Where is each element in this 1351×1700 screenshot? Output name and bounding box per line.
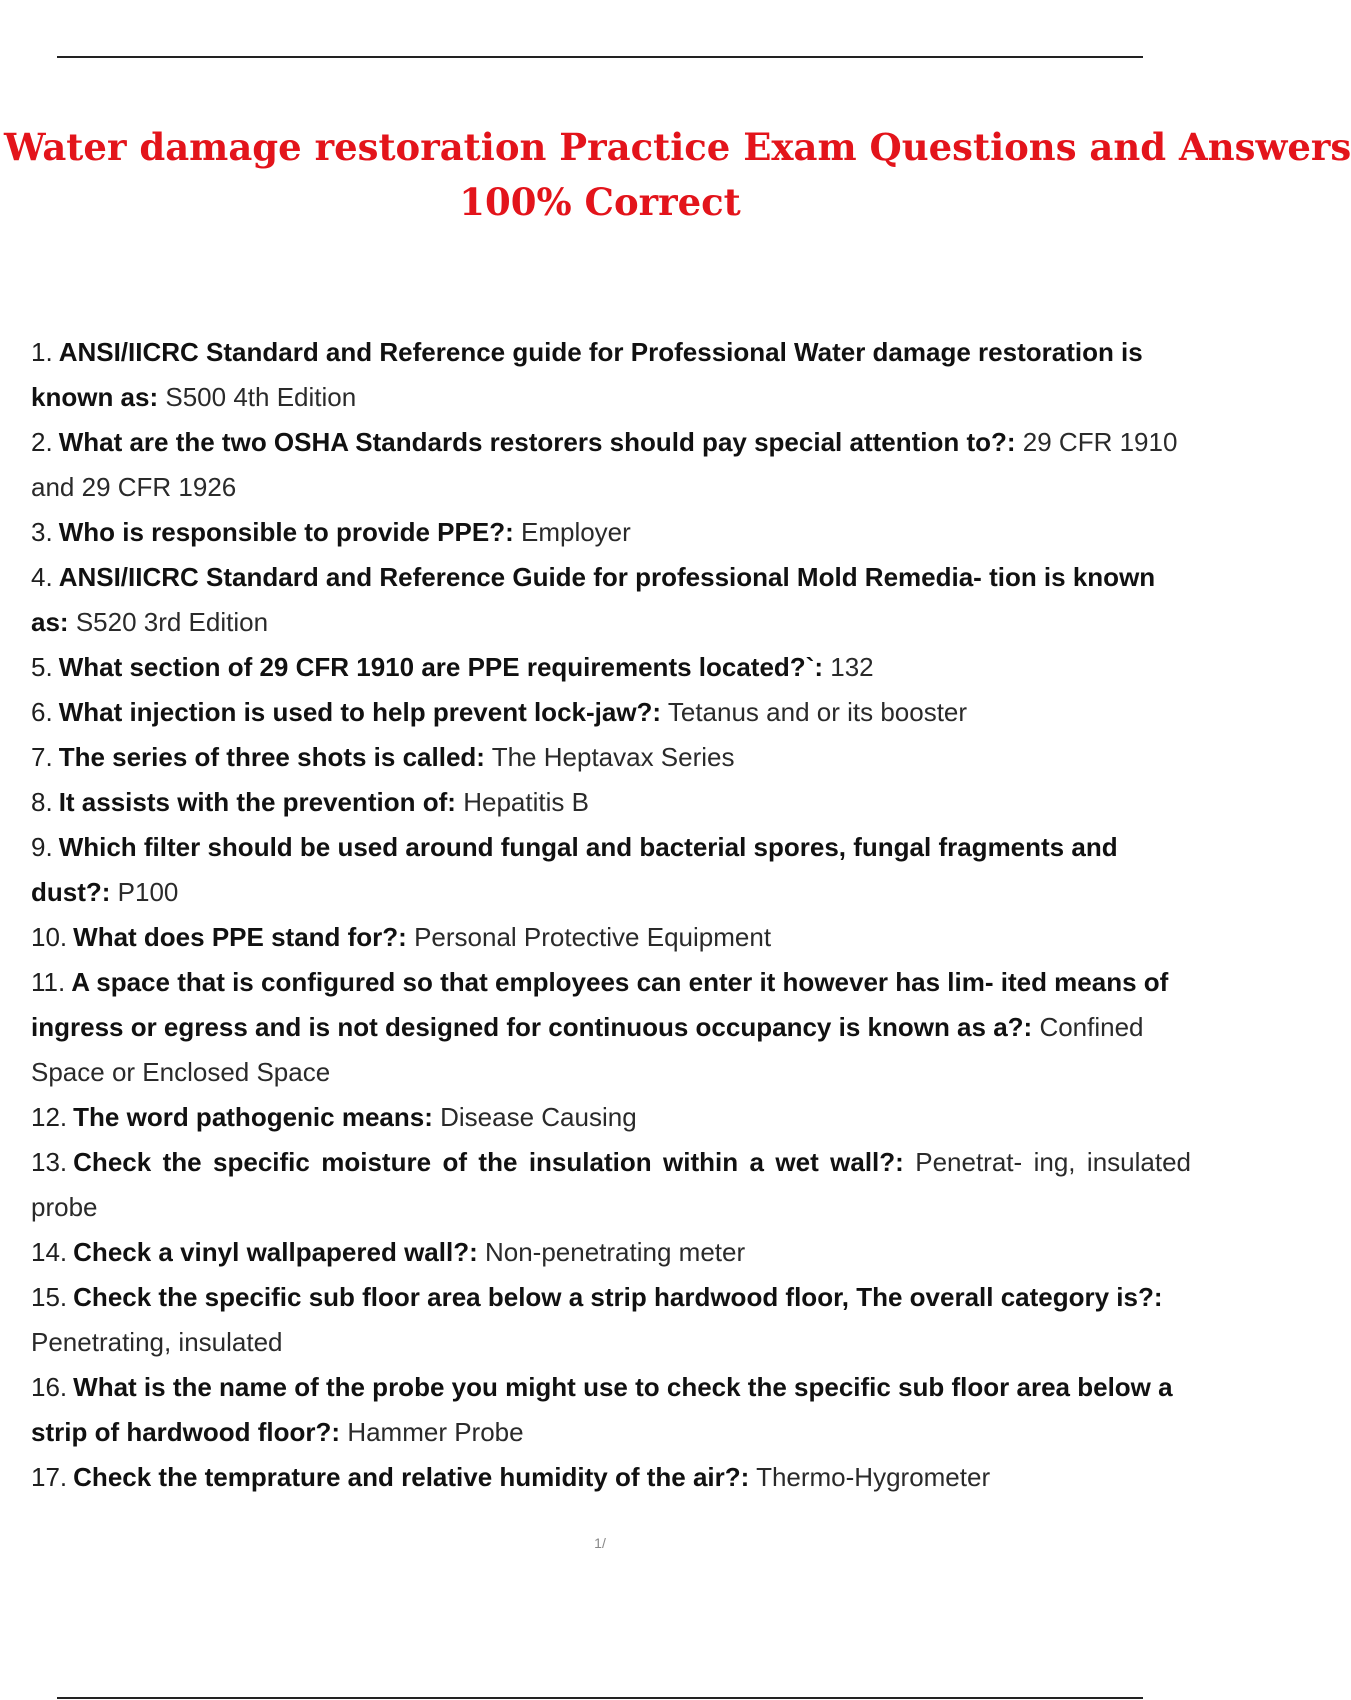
question-item-6 xyxy=(31,690,1191,735)
question-number: 7. xyxy=(31,742,53,772)
question-number: 3. xyxy=(31,517,53,547)
question-item-2 xyxy=(31,420,1191,510)
page-number: 1/ xyxy=(594,1535,606,1551)
question-item-11 xyxy=(31,960,1191,1095)
question-text: Check a vinyl wallpapered wall?: xyxy=(73,1237,478,1267)
question-number: 2. xyxy=(31,427,53,457)
answer-text: Penetrat- ing, insulated probe xyxy=(31,1147,1191,1222)
question-text: Who is responsible to provide PPE?: xyxy=(58,517,514,547)
answer-text: Penetrating, insulated xyxy=(31,1327,283,1357)
answer-text: Personal Protective Equipment xyxy=(414,922,772,952)
answer-text: S520 3rd Edition xyxy=(75,607,269,637)
question-item-10 xyxy=(31,915,1191,960)
question-item-9 xyxy=(31,825,1191,915)
question-text: What section of 29 CFR 1910 are PPE requirements located?`: xyxy=(58,652,824,682)
question-text: Which filter should be used around fungal and bacterial spores, fungal fragments and dust?: xyxy=(31,832,1118,907)
question-number: 12. xyxy=(31,1102,68,1132)
top-rule xyxy=(57,56,1143,58)
question-item-15 xyxy=(31,1275,1191,1365)
answer-text: S500 4th Edition xyxy=(165,382,357,412)
question-text: The series of three shots is called: xyxy=(58,742,485,772)
question-text: It assists with the prevention of: xyxy=(58,787,456,817)
question-number: 6. xyxy=(31,697,53,727)
question-number: 11. xyxy=(31,967,66,997)
answer-text: The Heptavax Series xyxy=(491,742,735,772)
question-number: 8. xyxy=(31,787,53,817)
answer-text: Employer xyxy=(520,517,631,547)
answer-text: Hepatitis B xyxy=(463,787,589,817)
answer-text: Disease Causing xyxy=(440,1102,637,1132)
question-text: What injection is used to help prevent lock-jaw?: xyxy=(58,697,662,727)
answer-text: Confined Space or Enclosed Space xyxy=(31,1012,1144,1087)
question-item-16 xyxy=(31,1365,1191,1455)
question-item-12 xyxy=(31,1095,1191,1140)
question-number: 16. xyxy=(31,1372,68,1402)
question-text: What is the name of the probe you might use to check the specific sub floor area below a strip of hardwood floor?: xyxy=(31,1372,1173,1447)
question-text: Check the specific sub floor area below a strip hardwood floor, The overall category is?: xyxy=(73,1282,1163,1312)
question-list xyxy=(31,330,1191,1500)
answer-text: Thermo-Hygrometer xyxy=(756,1462,991,1492)
question-item-3 xyxy=(31,510,1191,555)
question-text: Check the specific moisture of the insulation within a wet wall?: xyxy=(73,1147,904,1177)
question-number: 14. xyxy=(31,1237,68,1267)
answer-text: 132 xyxy=(830,652,874,682)
question-number: 17. xyxy=(31,1462,68,1492)
question-item-8 xyxy=(31,780,1191,825)
question-number: 15. xyxy=(31,1282,68,1312)
question-text: ANSI/IICRC Standard and Reference guide for Professional Water damage restoration is known as: xyxy=(31,337,1143,412)
question-number: 5. xyxy=(31,652,53,682)
question-number: 13. xyxy=(31,1147,68,1177)
question-item-17 xyxy=(31,1455,1191,1500)
question-item-1 xyxy=(31,330,1191,420)
question-number: 10. xyxy=(31,922,68,952)
answer-text: Hammer Probe xyxy=(347,1417,524,1447)
question-text: What are the two OSHA Standards restorers should pay special attention to?: xyxy=(58,427,1016,457)
question-number: 9. xyxy=(31,832,53,862)
question-item-7 xyxy=(31,735,1191,780)
title-line-1: Water damage restoration Practice Exam Questions and Answers xyxy=(4,125,1351,169)
question-item-5 xyxy=(31,645,1191,690)
question-text: Check the temprature and relative humidity of the air?: xyxy=(73,1462,750,1492)
question-item-13 xyxy=(31,1140,1191,1230)
question-number: 4. xyxy=(31,562,53,592)
answer-text: 29 CFR 1910 and 29 CFR 1926 xyxy=(31,427,1178,502)
question-text: What does PPE stand for?: xyxy=(73,922,407,952)
question-text: The word pathogenic means: xyxy=(73,1102,433,1132)
title-line-2: 100% Correct xyxy=(459,180,741,224)
page-title xyxy=(0,120,1351,230)
question-item-4 xyxy=(31,555,1191,645)
answer-text: Non-penetrating meter xyxy=(484,1237,746,1267)
answer-text: P100 xyxy=(117,877,179,907)
answer-text: Tetanus and or its booster xyxy=(667,697,968,727)
question-text: ANSI/IICRC Standard and Reference Guide for professional Mold Remedia- tion is known as: xyxy=(31,562,1156,637)
question-text: A space that is configured so that employees can enter it however has lim- ited means of ingress or egress and is not designed for continuous occupancy is known as a?: xyxy=(31,967,1169,1042)
question-number: 1. xyxy=(31,337,53,367)
question-item-14 xyxy=(31,1230,1191,1275)
bottom-rule xyxy=(57,1697,1143,1699)
